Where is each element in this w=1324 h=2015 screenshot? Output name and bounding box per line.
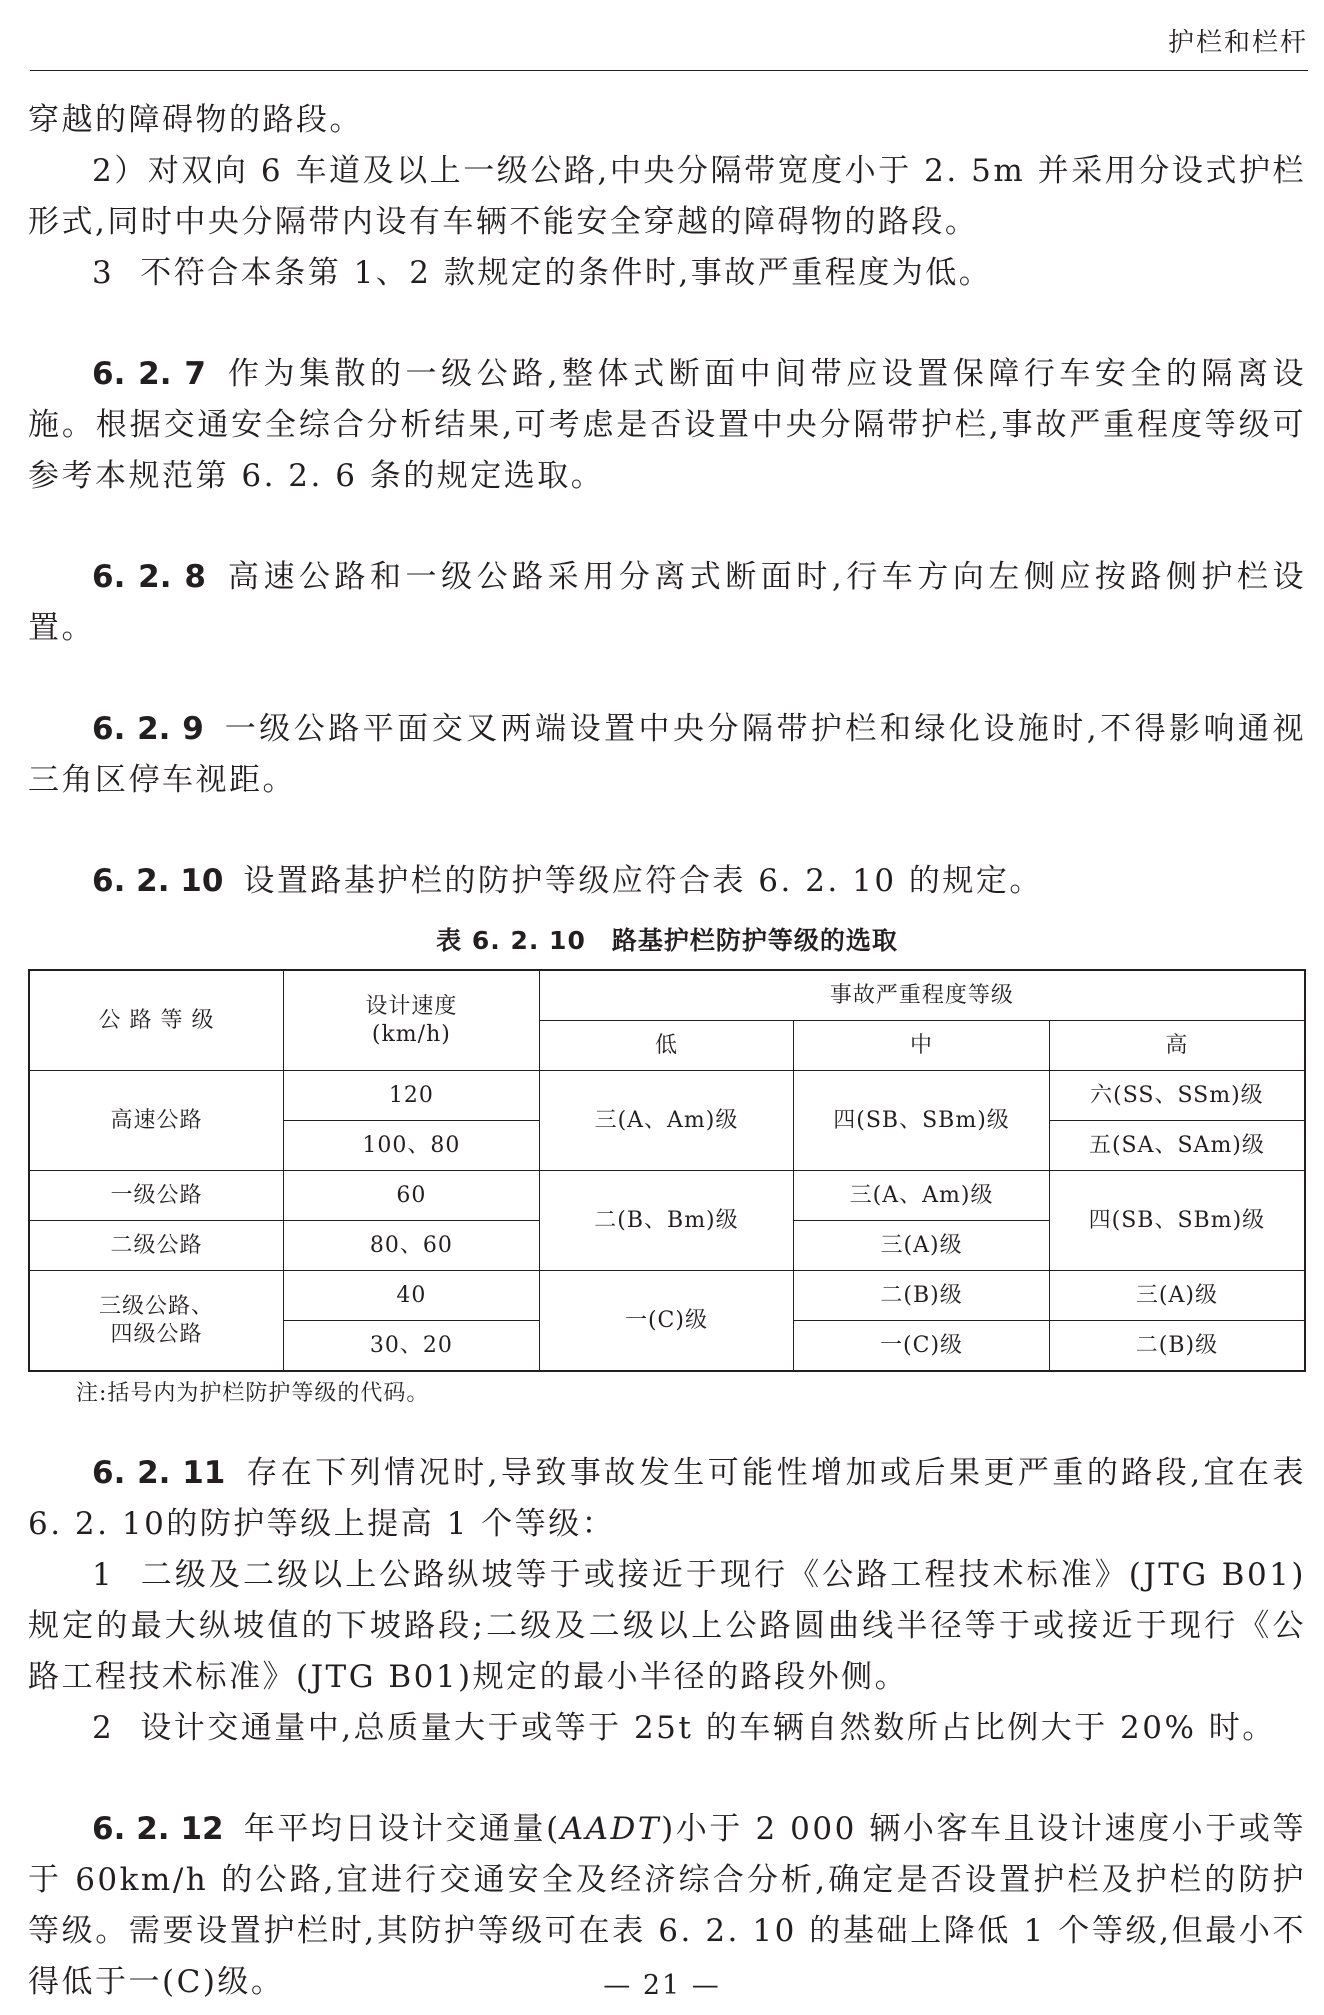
item-number: 1 (92, 1557, 115, 1593)
page-body (28, 95, 1306, 2008)
cell-speed: 30、20 (284, 1321, 540, 1372)
cell-road-line-2: 四级公路 (110, 1321, 203, 1347)
cell-road (29, 1271, 284, 1372)
header-mid: 中 (794, 1021, 1050, 1071)
cell-speed: 120 (284, 1071, 540, 1121)
cell-high: 五(SA、SAm)级 (1049, 1121, 1305, 1171)
table-title: 表 6. 2. 10 路基护栏防护等级的选取 (436, 926, 898, 955)
header-speed-unit: (km/h) (371, 1021, 451, 1047)
cell-road-line-1: 三级公路、 (99, 1293, 215, 1319)
cell-mid: 四(SB、SBm)级 (794, 1071, 1050, 1171)
item-number: 2 (92, 1710, 115, 1746)
header-high: 高 (1049, 1021, 1305, 1071)
clause-text: 一级公路平面交叉两端设置中央分隔带护栏和绿化设施时,不得影响通视三角区停车视距。 (28, 711, 1306, 798)
clause-number: 6. 2. 10 (92, 863, 224, 899)
clause-number: 6. 2. 8 (92, 559, 206, 595)
item-text: 二级及二级以上公路纵坡等于或接近于现行《公路工程技术标准》(JTG B01)规定的最大纵坡值的下坡路段;二级及二级以上公路圆曲线半径等于或接近于现行《公路工程技术标准》(JTG B01)规定的最小半径的路段外侧。 (28, 1557, 1306, 1695)
cell-mid: 一(C)级 (794, 1321, 1050, 1372)
clause-6-2-11-item-1 (28, 1550, 1306, 1703)
paragraph-item-2: 2）对双向 6 车道及以上一级公路,中央分隔带宽度小于 2. 5m 并采用分设式护栏形式,同时中央分隔带内设有车辆不能安全穿越的障碍物的路段。 (28, 153, 1306, 240)
cell-speed: 40 (284, 1271, 540, 1321)
clause-number: 6. 2. 12 (92, 1811, 224, 1847)
guardrail-grade-table (28, 969, 1306, 1372)
table-row (29, 1171, 1305, 1221)
item-number: 3 (92, 255, 115, 291)
aadt-term: AADT (560, 1811, 662, 1847)
clause-text: 设置路基护栏的防护等级应符合表 6. 2. 10 的规定。 (243, 863, 1043, 899)
clause-text-b: )小于 2 000 辆小客车且设计速度小于或等于 60km/h 的公路,宜进行交通安全及经济综合分析,确定是否设置护栏及护栏的防护等级。需要设置护栏时,其防护等级可在表 6. 2. 10 的基础上降低 1 个等级,但最小不得低于一(C)级。 (28, 1811, 1306, 2000)
clause-6-2-11-item-2 (28, 1703, 1306, 1754)
table-row (29, 1271, 1305, 1321)
cell-speed: 100、80 (284, 1121, 540, 1171)
header-road-class: 公 路 等 级 (29, 970, 284, 1071)
page-number: — 21 — (603, 1970, 721, 2001)
clause-text-a: 年平均日设计交通量( (243, 1811, 561, 1847)
cell-mid: 三(A、Am)级 (794, 1171, 1050, 1221)
header-low: 低 (539, 1021, 794, 1071)
clause-6-2-10 (28, 856, 1306, 907)
paragraph-continuation: 穿越的障碍物的路段。 (28, 102, 363, 138)
cell-high: 四(SB、SBm)级 (1049, 1171, 1305, 1271)
clause-6-2-7 (28, 349, 1306, 502)
cell-speed: 60 (284, 1171, 540, 1221)
clause-6-2-9 (28, 704, 1306, 806)
running-header: 护栏和栏杆 (1167, 28, 1308, 58)
clause-6-2-11 (28, 1448, 1306, 1550)
cell-high: 六(SS、SSm)级 (1049, 1071, 1305, 1121)
clause-number: 6. 2. 7 (92, 356, 206, 392)
cell-road: 二级公路 (29, 1221, 284, 1271)
cell-speed: 80、60 (284, 1221, 540, 1271)
clause-number: 6. 2. 9 (92, 711, 204, 747)
cell-high: 三(A)级 (1049, 1271, 1305, 1321)
cell-road: 一级公路 (29, 1171, 284, 1221)
cell-mid: 三(A)级 (794, 1221, 1050, 1271)
cell-road: 高速公路 (29, 1071, 284, 1171)
cell-low: 二(B、Bm)级 (539, 1171, 794, 1271)
table-row (29, 970, 1305, 1021)
header-severity: 事故严重程度等级 (539, 970, 1305, 1021)
clause-number: 6. 2. 11 (92, 1455, 226, 1491)
header-speed-label: 设计速度 (365, 993, 458, 1019)
item-text: 设计交通量中,总质量大于或等于 25t 的车辆自然数所占比例大于 20% 时。 (140, 1710, 1276, 1746)
cell-low: 三(A、Am)级 (539, 1071, 794, 1171)
clause-6-2-8 (28, 552, 1306, 654)
item-text: 不符合本条第 1、2 款规定的条件时,事故严重程度为低。 (140, 255, 993, 291)
header-rule (30, 70, 1308, 71)
paragraph-item-3 (28, 248, 1306, 299)
clause-text: 作为集散的一级公路,整体式断面中间带应设置保障行车安全的隔离设施。根据交通安全综合分析结果,可考虑是否设置中央分隔带护栏,事故严重程度等级可参考本规范第 6. 2. 6 条的规定选取。 (28, 356, 1306, 494)
cell-low: 一(C)级 (539, 1271, 794, 1372)
header-design-speed (284, 970, 540, 1071)
table-row (29, 1071, 1305, 1121)
clause-text: 高速公路和一级公路采用分离式断面时,行车方向左侧应按路侧护栏设置。 (28, 559, 1306, 646)
cell-high: 二(B)级 (1049, 1321, 1305, 1372)
table-note: 注:括号内为护栏防护等级的代码。 (76, 1381, 430, 1406)
clause-text: 存在下列情况时,导致事故发生可能性增加或后果更严重的路段,宜在表 6. 2. 10的防护等级上提高 1 个等级： (28, 1455, 1306, 1542)
cell-mid: 二(B)级 (794, 1271, 1050, 1321)
